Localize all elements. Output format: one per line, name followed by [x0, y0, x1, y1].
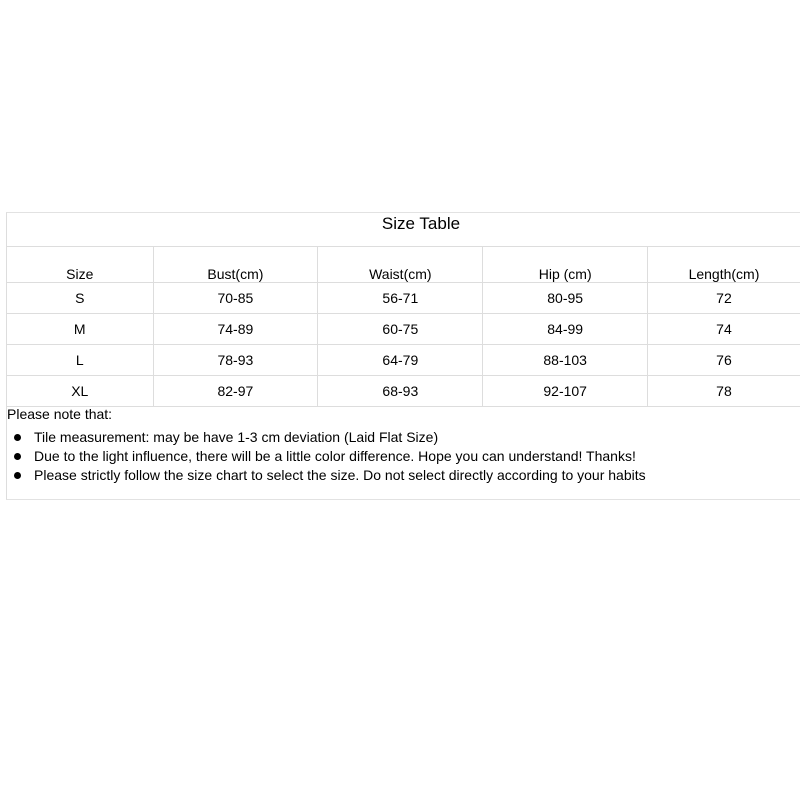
header-hip: Hip (cm) — [483, 247, 648, 283]
note-item — [6, 428, 646, 447]
size-table-title: Size Table — [7, 213, 800, 247]
bullet-icon — [14, 434, 21, 441]
note-text: Tile measurement: may be have 1-3 cm deviation (Laid Flat Size) — [34, 429, 439, 445]
table-row — [7, 376, 800, 407]
cell-bust: 82-97 — [153, 376, 318, 407]
cell-waist: 64-79 — [318, 345, 483, 376]
table-row — [7, 283, 800, 314]
cell-hip: 92-107 — [483, 376, 648, 407]
cell-hip: 80-95 — [483, 283, 648, 314]
cell-size: L — [7, 345, 153, 376]
cell-bust: 70-85 — [153, 283, 318, 314]
cell-size: S — [7, 283, 153, 314]
note-item — [6, 447, 646, 466]
cell-waist: 60-75 — [318, 314, 483, 345]
size-table-header-row — [7, 247, 800, 283]
cell-length: 74 — [647, 314, 800, 345]
cell-bust: 74-89 — [153, 314, 318, 345]
table-row — [7, 345, 800, 376]
cell-hip: 88-103 — [483, 345, 648, 376]
bullet-icon — [14, 453, 21, 460]
header-size: Size — [7, 247, 153, 283]
size-table — [7, 247, 800, 407]
header-waist: Waist(cm) — [318, 247, 483, 283]
cell-waist: 68-93 — [318, 376, 483, 407]
header-bust: Bust(cm) — [153, 247, 318, 283]
header-length: Length(cm) — [647, 247, 800, 283]
cell-bust: 78-93 — [153, 345, 318, 376]
note-item — [6, 466, 646, 485]
cell-hip: 84-99 — [483, 314, 648, 345]
cell-length: 72 — [647, 283, 800, 314]
bullet-icon — [14, 472, 21, 479]
cell-waist: 56-71 — [318, 283, 483, 314]
cell-length: 78 — [647, 376, 800, 407]
notes-section — [6, 405, 646, 485]
cell-length: 76 — [647, 345, 800, 376]
cell-size: M — [7, 314, 153, 345]
table-row — [7, 314, 800, 345]
notes-heading: Please note that: — [7, 406, 113, 422]
note-text: Due to the light influence, there will be a little color difference. Hope you can understand! Thanks! — [34, 448, 636, 464]
cell-size: XL — [7, 376, 153, 407]
note-text: Please strictly follow the size chart to select the size. Do not select directly according to your habits — [34, 467, 646, 483]
